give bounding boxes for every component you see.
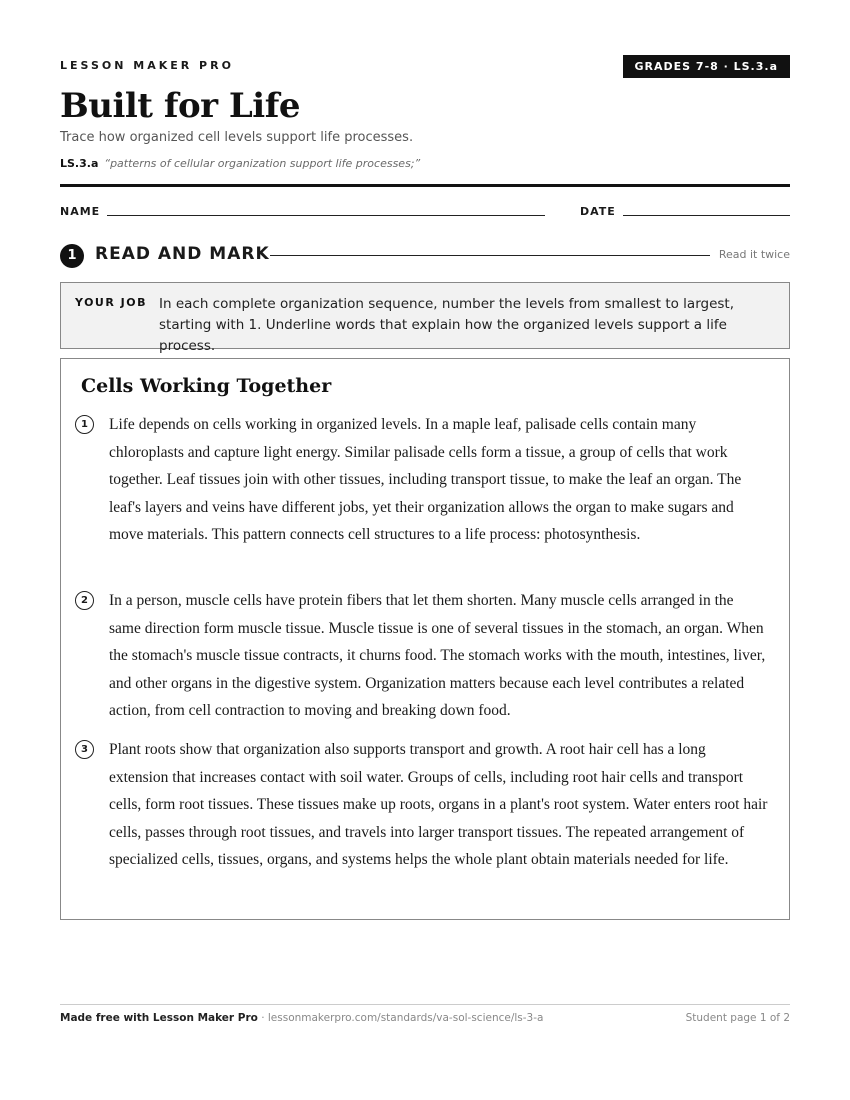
paragraph-number-icon: 3 <box>75 740 94 759</box>
header-divider <box>60 184 790 187</box>
page-title: Built for Life <box>60 86 300 126</box>
paragraph-text: In a person, muscle cells have protein fibers that let them shorten. Many muscle cells arranged in the same direction form muscle tissue. Muscle tissue is one of several tissues in the stomach, an organ. When the stomach's muscle tissue contracts, it churns food. The stomach works with the mouth, intestines, liver, and other organs in the digestive system. Organization matters because each level contributes a related action, from cell contraction to moving and breaking down food. <box>109 592 766 719</box>
grade-badge: GRADES 7-8 · LS.3.a <box>623 55 791 78</box>
standard-text: “patterns of cellular organization support life processes;” <box>104 157 421 170</box>
standard-line <box>60 157 420 170</box>
paragraph-text: Plant roots show that organization also supports transport and growth. A root hair cell has a long extension that increases contact with soil water. Groups of cells, including root hair cells and transport cells, form root tissues. These tissues make up roots, organs in a plant's root system. Water enters root hair cells, passes through root tissues, and travels into larger transport tissues. The repeated arrangement of specialized cells, tissues, organs, and systems helps the whole plant obtain materials needed for life. <box>109 741 768 868</box>
top-bar <box>60 58 790 80</box>
instructions-label: YOUR JOB <box>75 296 147 309</box>
page-subtitle: Trace how organized cell levels support life processes. <box>60 130 414 145</box>
section-header <box>60 242 790 268</box>
paragraph-number-icon: 1 <box>75 415 94 434</box>
paragraph-number-icon: 2 <box>75 591 94 610</box>
footer-url[interactable]: · lessonmakerpro.com/standards/va-sol-science/ls-3-a <box>257 1012 544 1024</box>
footer-credit <box>60 1012 543 1024</box>
section-title: READ AND MARK <box>95 244 270 264</box>
reading-passage <box>60 358 790 920</box>
name-field[interactable] <box>107 215 545 216</box>
paragraph-text: Life depends on cells working in organized levels. In a maple leaf, palisade cells contain many chloroplasts and capture light energy. Similar palisade cells form a tissue, a group of cells that work together. Leaf tissues join with other tissues, including transport tissue, to make the leaf an organ. The leaf's layers and veins have different jobs, yet their organization allows the organ to make sugars and move materials. This pattern connects cell structures to a life process: photosynthesis. <box>109 416 742 543</box>
name-date-row <box>60 205 790 221</box>
section-note: Read it twice <box>718 248 790 261</box>
worksheet-page <box>60 0 790 1100</box>
footer-made-by: Made free with Lesson Maker Pro <box>60 1012 258 1024</box>
section-number-badge: 1 <box>60 244 84 268</box>
footer-divider <box>60 1004 790 1005</box>
instructions-text: In each complete organization sequence, number the levels from smallest to largest, starting with 1. Underline words that explain how the organized levels support a life process. <box>159 296 735 354</box>
name-label: NAME <box>60 205 101 218</box>
date-label: DATE <box>580 205 616 218</box>
brand-name: LESSON MAKER PRO <box>60 59 234 72</box>
passage-title: Cells Working Together <box>81 375 332 397</box>
footer-page-number: Student page 1 of 2 <box>685 1012 790 1024</box>
section-divider <box>270 255 710 256</box>
date-field[interactable] <box>623 215 790 216</box>
standard-code: LS.3.a <box>60 157 99 170</box>
instructions-box <box>60 282 790 354</box>
